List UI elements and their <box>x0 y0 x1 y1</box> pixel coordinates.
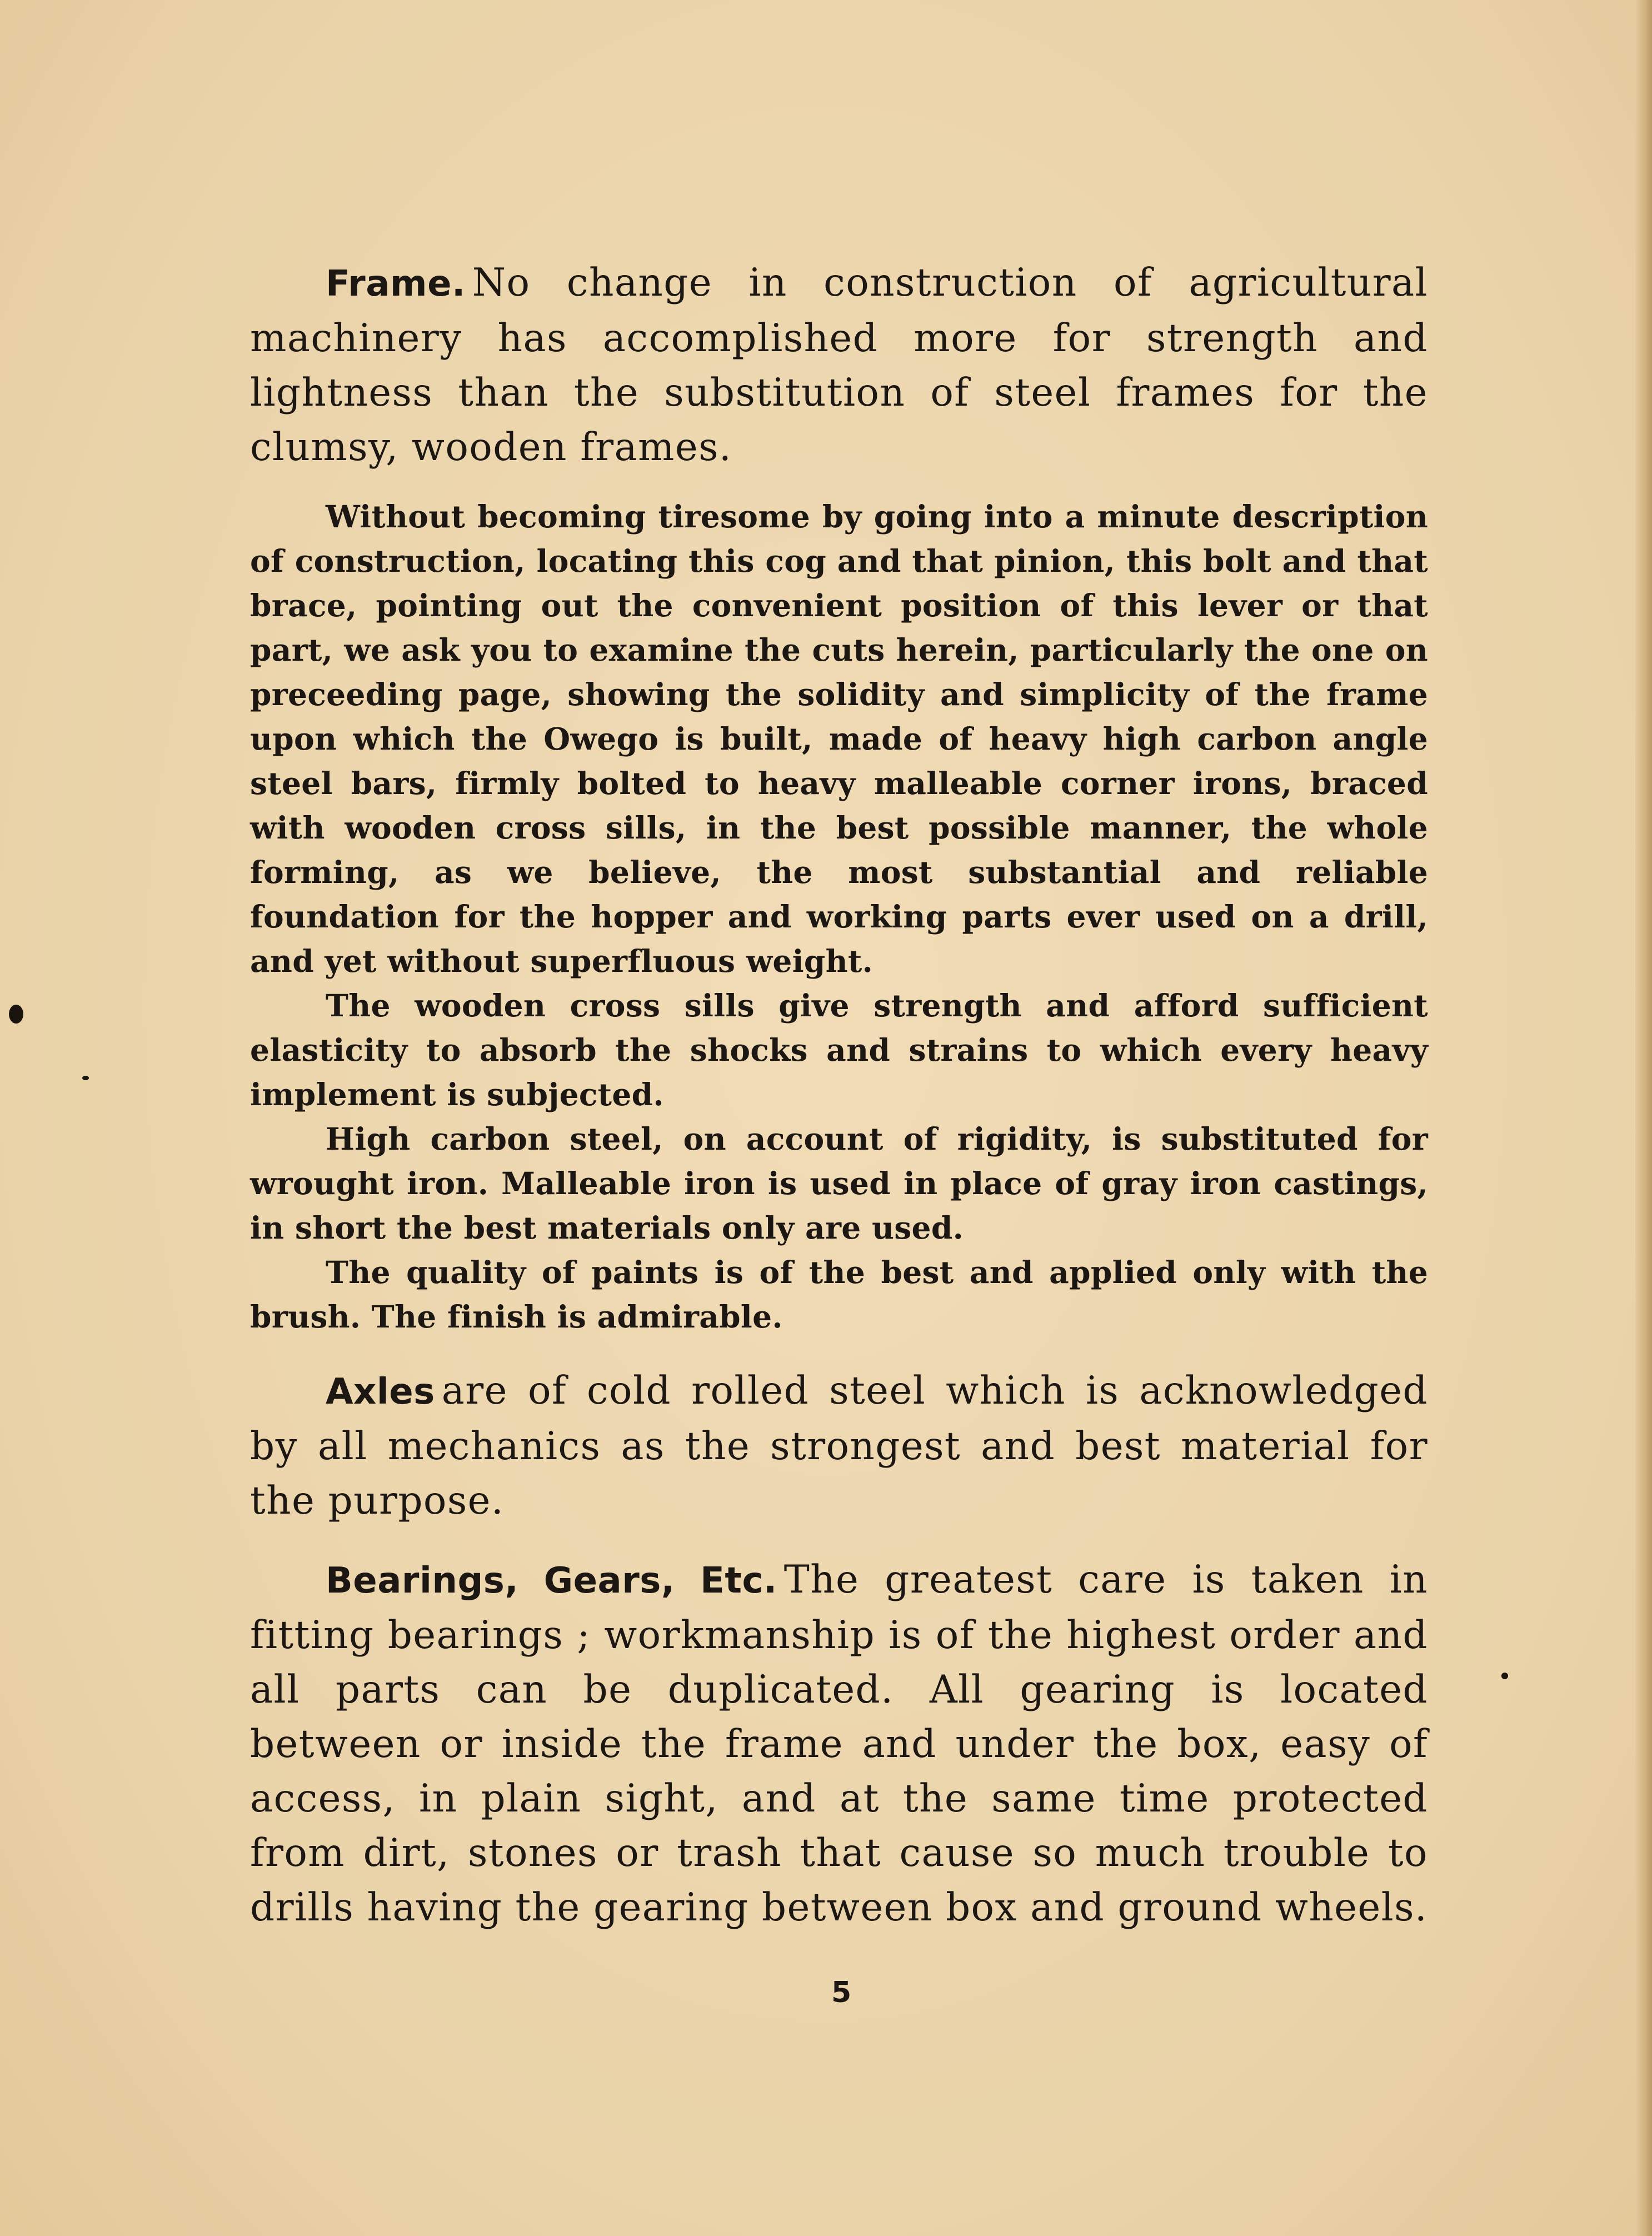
paragraph-bearings <box>250 1553 1428 1935</box>
paragraph-frame-description: Without becoming tiresome by going into a minute description of construction, locating this cog and that pinion, this bolt and that brace, pointing out the convenient position of this lever or that part, we ask you to examine the cuts herein, particularly the one on preceeding page, showing the solidity and simplicity of the frame upon which the Owego is built, made of heavy high carbon angle steel bars, firmly bolted to heavy malleable corner irons, braced with wooden cross sills, in the best possible manner, the whole forming, as we believe, the most substantial and reliable foundation for the hopper and working parts ever used on a drill, and yet without superfluous weight. <box>250 498 1428 979</box>
paragraph-cross-sills: The wooden cross sills give strength and afford sufficient elasticity to absorb the shocks and strains to which every heavy implement is subjected. <box>250 987 1428 1112</box>
ink-speck <box>1501 1673 1508 1679</box>
paragraph-bearings-text: The greatest care is taken in fitting bearings ; workmanship is of the highest order and all parts can be duplicated. All gearing is located between or inside the frame and under the box, easy of access, in plain sight, and at the same time protected from dirt, stones or trash that cause so much trouble to drills having the gearing between box and ground wheels. <box>250 1558 1428 1930</box>
ink-speck <box>82 1076 89 1080</box>
page-content <box>250 256 1428 1935</box>
heading-bearings: Bearings, Gears, Etc. <box>326 1560 777 1601</box>
paragraph-carbon-steel: High carbon steel, on account of rigidity, is substituted for wrought iron. Malleable iron is used in place of gray iron castings, in short the best materials only are used. <box>250 1121 1428 1246</box>
heading-frame: Frame. <box>326 263 466 305</box>
heading-axles: Axles <box>326 1371 435 1413</box>
paragraph-axles-text: are of cold rolled steel which is acknowledged by all mechanics as the strongest and best material for the purpose. <box>250 1369 1428 1523</box>
paragraph-axles <box>250 1364 1428 1528</box>
paragraph-paint: The quality of paints is of the best and applied only with the brush. The finish is admirable. <box>250 1254 1428 1335</box>
paragraph-frame-text: No change in construction of agricultural machinery has accomplished more for strength and lightness than the substitution of steel frames for the clumsy, wooden frames. <box>250 261 1428 470</box>
paragraph-frame <box>250 256 1428 475</box>
ink-speck <box>9 1005 23 1024</box>
page-edge <box>1635 0 1652 2236</box>
page-number: 5 <box>831 1976 852 2009</box>
